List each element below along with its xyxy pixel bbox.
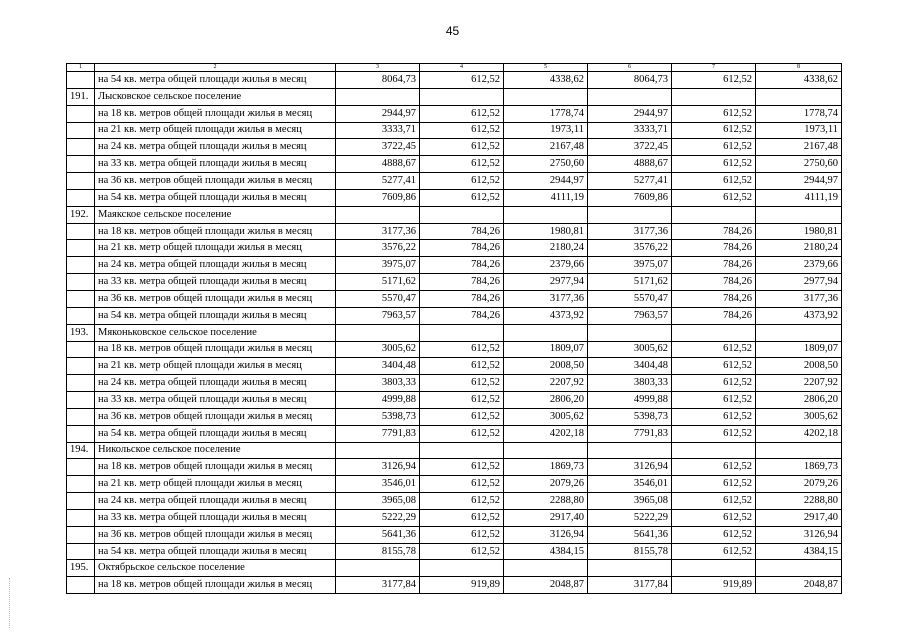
value-cell: 2288,80 — [504, 493, 588, 510]
value-cell: 612,52 — [420, 476, 504, 493]
description-cell: Маякское сельское поселение — [95, 206, 336, 223]
description-cell: на 54 кв. метра общей площади жилья в месяц — [95, 425, 336, 442]
value-cell: 2750,60 — [756, 156, 842, 173]
value-cell — [504, 560, 588, 577]
value-cell: 612,52 — [672, 543, 756, 560]
value-cell: 2180,24 — [504, 240, 588, 257]
value-cell: 3126,94 — [504, 526, 588, 543]
description-cell: на 54 кв. метра общей площади жилья в месяц — [95, 543, 336, 560]
value-cell: 7609,86 — [588, 189, 672, 206]
settlement-row — [67, 560, 842, 577]
value-cell: 612,52 — [420, 139, 504, 156]
value-cell: 2379,66 — [504, 257, 588, 274]
value-cell: 5398,73 — [336, 408, 420, 425]
value-cell: 4384,15 — [756, 543, 842, 560]
table-row — [67, 307, 842, 324]
row-number-cell — [67, 543, 95, 560]
description-cell: на 33 кв. метра общей площади жилья в месяц — [95, 156, 336, 173]
value-cell: 2207,92 — [504, 375, 588, 392]
settlement-row — [67, 88, 842, 105]
table-row — [67, 72, 842, 89]
row-number-cell — [67, 307, 95, 324]
value-cell — [420, 560, 504, 577]
value-cell: 3005,62 — [504, 408, 588, 425]
value-cell: 5641,36 — [588, 526, 672, 543]
description-cell: на 24 кв. метра общей площади жилья в месяц — [95, 493, 336, 510]
value-cell: 3177,36 — [504, 290, 588, 307]
value-cell: 784,26 — [420, 290, 504, 307]
table-row — [67, 156, 842, 173]
table-row — [67, 493, 842, 510]
table-row — [67, 392, 842, 409]
description-cell: Октябрьское сельское поселение — [95, 560, 336, 577]
column-number-cell: 4 — [420, 64, 504, 72]
value-cell — [756, 206, 842, 223]
table-row — [67, 375, 842, 392]
value-cell — [420, 442, 504, 459]
value-cell — [336, 206, 420, 223]
value-cell: 3546,01 — [336, 476, 420, 493]
row-number-cell — [67, 375, 95, 392]
value-cell: 4338,62 — [756, 72, 842, 89]
value-cell: 3333,71 — [588, 122, 672, 139]
table-row — [67, 543, 842, 560]
description-cell: на 33 кв. метра общей площади жилья в месяц — [95, 392, 336, 409]
value-cell: 612,52 — [672, 156, 756, 173]
value-cell: 1869,73 — [756, 459, 842, 476]
description-cell: на 36 кв. метров общей площади жилья в месяц — [95, 290, 336, 307]
row-number-cell — [67, 173, 95, 190]
value-cell: 2167,48 — [756, 139, 842, 156]
row-number-cell — [67, 156, 95, 173]
value-cell: 1809,07 — [504, 341, 588, 358]
description-cell: на 54 кв. метра общей площади жилья в месяц — [95, 72, 336, 89]
value-cell: 1778,74 — [504, 105, 588, 122]
value-cell: 5570,47 — [336, 290, 420, 307]
value-cell: 612,52 — [672, 189, 756, 206]
value-cell — [756, 442, 842, 459]
description-cell: Лысковское сельское поселение — [95, 88, 336, 105]
value-cell: 3576,22 — [588, 240, 672, 257]
value-cell: 3546,01 — [588, 476, 672, 493]
description-cell: на 18 кв. метров общей площади жилья в месяц — [95, 341, 336, 358]
column-number-cell: 3 — [336, 64, 420, 72]
value-cell — [504, 324, 588, 341]
description-cell: на 18 кв. метров общей площади жилья в месяц — [95, 577, 336, 594]
value-cell — [336, 324, 420, 341]
table-row — [67, 173, 842, 190]
value-cell: 1973,11 — [756, 122, 842, 139]
value-cell: 612,52 — [672, 392, 756, 409]
value-cell — [504, 206, 588, 223]
value-cell: 7963,57 — [336, 307, 420, 324]
value-cell — [504, 442, 588, 459]
value-cell: 3005,62 — [588, 341, 672, 358]
row-number-cell — [67, 459, 95, 476]
value-cell — [756, 324, 842, 341]
value-cell: 3005,62 — [756, 408, 842, 425]
table-row — [67, 223, 842, 240]
value-cell: 612,52 — [672, 173, 756, 190]
value-cell — [672, 206, 756, 223]
value-cell: 612,52 — [420, 375, 504, 392]
value-cell: 612,52 — [672, 509, 756, 526]
description-cell: на 24 кв. метра общей площади жилья в месяц — [95, 375, 336, 392]
value-cell: 612,52 — [420, 493, 504, 510]
value-cell: 612,52 — [672, 358, 756, 375]
value-cell: 4111,19 — [504, 189, 588, 206]
value-cell: 612,52 — [672, 105, 756, 122]
settlement-row — [67, 442, 842, 459]
value-cell — [672, 442, 756, 459]
value-cell: 8064,73 — [336, 72, 420, 89]
value-cell: 612,52 — [672, 493, 756, 510]
table-row — [67, 139, 842, 156]
value-cell: 1809,07 — [756, 341, 842, 358]
row-number-cell — [67, 290, 95, 307]
table-row — [67, 105, 842, 122]
table-row — [67, 290, 842, 307]
description-cell: Никольское сельское поселение — [95, 442, 336, 459]
value-cell: 3965,08 — [588, 493, 672, 510]
value-cell: 2750,60 — [504, 156, 588, 173]
description-cell: на 36 кв. метров общей площади жилья в месяц — [95, 173, 336, 190]
value-cell: 8155,78 — [336, 543, 420, 560]
column-number-cell: 5 — [504, 64, 588, 72]
value-cell: 5222,29 — [336, 509, 420, 526]
description-cell: на 18 кв. метров общей площади жилья в месяц — [95, 105, 336, 122]
value-cell: 3126,94 — [756, 526, 842, 543]
value-cell: 2048,87 — [504, 577, 588, 594]
value-cell: 784,26 — [420, 223, 504, 240]
value-cell: 919,89 — [672, 577, 756, 594]
row-number-cell — [67, 341, 95, 358]
value-cell: 612,52 — [420, 425, 504, 442]
value-cell: 4373,92 — [756, 307, 842, 324]
value-cell: 3177,84 — [336, 577, 420, 594]
row-number-cell: 194. — [67, 442, 95, 459]
value-cell: 612,52 — [672, 122, 756, 139]
value-cell: 3404,48 — [336, 358, 420, 375]
column-number-row — [67, 64, 842, 72]
value-cell: 1980,81 — [504, 223, 588, 240]
value-cell: 2917,40 — [756, 509, 842, 526]
value-cell — [420, 206, 504, 223]
value-cell: 612,52 — [672, 375, 756, 392]
row-number-cell — [67, 139, 95, 156]
value-cell: 1980,81 — [756, 223, 842, 240]
value-cell: 612,52 — [672, 341, 756, 358]
value-cell: 4202,18 — [504, 425, 588, 442]
row-number-cell — [67, 358, 95, 375]
value-cell: 8064,73 — [588, 72, 672, 89]
description-cell: на 54 кв. метра общей площади жилья в месяц — [95, 189, 336, 206]
table-row — [67, 476, 842, 493]
value-cell: 919,89 — [420, 577, 504, 594]
row-number-cell: 193. — [67, 324, 95, 341]
value-cell: 3722,45 — [336, 139, 420, 156]
table-row — [67, 122, 842, 139]
row-number-cell — [67, 72, 95, 89]
margin-marks — [9, 578, 11, 628]
table-row — [67, 577, 842, 594]
value-cell: 5641,36 — [336, 526, 420, 543]
value-cell — [420, 88, 504, 105]
value-cell: 5570,47 — [588, 290, 672, 307]
value-cell: 612,52 — [672, 425, 756, 442]
row-number-cell — [67, 526, 95, 543]
value-cell — [588, 560, 672, 577]
table-row — [67, 425, 842, 442]
row-number-cell: 195. — [67, 560, 95, 577]
value-cell: 612,52 — [420, 173, 504, 190]
value-cell — [672, 324, 756, 341]
value-cell: 3803,33 — [588, 375, 672, 392]
value-cell: 612,52 — [420, 358, 504, 375]
description-cell: на 21 кв. метр общей площади жилья в месяц — [95, 358, 336, 375]
description-cell: на 21 кв. метр общей площади жилья в месяц — [95, 122, 336, 139]
value-cell: 3177,84 — [588, 577, 672, 594]
value-cell: 3975,07 — [336, 257, 420, 274]
value-cell: 5277,41 — [336, 173, 420, 190]
value-cell: 612,52 — [420, 526, 504, 543]
value-cell: 2806,20 — [756, 392, 842, 409]
description-cell: на 21 кв. метр общей площади жилья в месяц — [95, 476, 336, 493]
value-cell: 612,52 — [420, 341, 504, 358]
value-cell: 612,52 — [420, 543, 504, 560]
row-number-cell — [67, 189, 95, 206]
table-row — [67, 526, 842, 543]
value-cell: 2977,94 — [504, 274, 588, 291]
value-cell: 784,26 — [672, 274, 756, 291]
value-cell — [588, 206, 672, 223]
value-cell: 784,26 — [420, 274, 504, 291]
value-cell: 4888,67 — [336, 156, 420, 173]
description-cell: на 24 кв. метра общей площади жилья в месяц — [95, 139, 336, 156]
value-cell: 3576,22 — [336, 240, 420, 257]
value-cell — [756, 88, 842, 105]
value-cell: 3404,48 — [588, 358, 672, 375]
value-cell: 612,52 — [672, 139, 756, 156]
value-cell — [588, 442, 672, 459]
value-cell: 7791,83 — [336, 425, 420, 442]
value-cell: 3005,62 — [336, 341, 420, 358]
value-cell — [420, 324, 504, 341]
value-cell: 3126,94 — [336, 459, 420, 476]
value-cell: 784,26 — [420, 257, 504, 274]
value-cell: 2806,20 — [504, 392, 588, 409]
column-number-cell: 8 — [756, 64, 842, 72]
value-cell: 2079,26 — [756, 476, 842, 493]
value-cell: 4888,67 — [588, 156, 672, 173]
value-cell: 784,26 — [420, 240, 504, 257]
value-cell: 784,26 — [672, 307, 756, 324]
value-cell — [672, 88, 756, 105]
row-number-cell — [67, 274, 95, 291]
value-cell: 3975,07 — [588, 257, 672, 274]
row-number-cell — [67, 223, 95, 240]
value-cell — [672, 560, 756, 577]
column-number-cell: 1 — [67, 64, 95, 72]
value-cell: 784,26 — [672, 223, 756, 240]
row-number-cell — [67, 425, 95, 442]
description-cell: на 36 кв. метров общей площади жилья в месяц — [95, 408, 336, 425]
value-cell: 784,26 — [672, 290, 756, 307]
value-cell: 1973,11 — [504, 122, 588, 139]
value-cell: 2079,26 — [504, 476, 588, 493]
row-number-cell — [67, 105, 95, 122]
value-cell: 2944,97 — [588, 105, 672, 122]
value-cell: 612,52 — [420, 408, 504, 425]
tariff-table — [66, 63, 842, 594]
value-cell: 3126,94 — [588, 459, 672, 476]
value-cell: 2048,87 — [756, 577, 842, 594]
row-number-cell — [67, 493, 95, 510]
value-cell: 4999,88 — [588, 392, 672, 409]
value-cell: 3177,36 — [336, 223, 420, 240]
description-cell: на 33 кв. метра общей площади жилья в месяц — [95, 274, 336, 291]
value-cell: 612,52 — [672, 72, 756, 89]
value-cell: 5222,29 — [588, 509, 672, 526]
value-cell: 4999,88 — [336, 392, 420, 409]
row-number-cell — [67, 240, 95, 257]
description-cell: на 54 кв. метра общей площади жилья в месяц — [95, 307, 336, 324]
value-cell: 612,52 — [420, 156, 504, 173]
table-row — [67, 257, 842, 274]
value-cell: 1869,73 — [504, 459, 588, 476]
row-number-cell — [67, 408, 95, 425]
value-cell: 2008,50 — [756, 358, 842, 375]
column-number-cell: 6 — [588, 64, 672, 72]
value-cell: 2379,66 — [756, 257, 842, 274]
value-cell: 612,52 — [672, 459, 756, 476]
column-number-cell: 7 — [672, 64, 756, 72]
description-cell: Мяконьковское сельское поселение — [95, 324, 336, 341]
row-number-cell: 192. — [67, 206, 95, 223]
value-cell: 8155,78 — [588, 543, 672, 560]
value-cell: 784,26 — [420, 307, 504, 324]
value-cell: 3177,36 — [588, 223, 672, 240]
row-number-cell — [67, 122, 95, 139]
row-number-cell — [67, 509, 95, 526]
value-cell: 3722,45 — [588, 139, 672, 156]
description-cell: на 21 кв. метр общей площади жилья в месяц — [95, 240, 336, 257]
value-cell: 5398,73 — [588, 408, 672, 425]
value-cell: 3803,33 — [336, 375, 420, 392]
value-cell: 2917,40 — [504, 509, 588, 526]
value-cell: 3965,08 — [336, 493, 420, 510]
value-cell: 612,52 — [420, 392, 504, 409]
value-cell: 612,52 — [420, 105, 504, 122]
value-cell: 5277,41 — [588, 173, 672, 190]
value-cell: 784,26 — [672, 240, 756, 257]
value-cell — [336, 560, 420, 577]
description-cell: на 18 кв. метров общей площади жилья в месяц — [95, 223, 336, 240]
value-cell — [756, 560, 842, 577]
settlement-row — [67, 206, 842, 223]
table-row — [67, 509, 842, 526]
value-cell: 2944,97 — [504, 173, 588, 190]
value-cell: 2008,50 — [504, 358, 588, 375]
table-row — [67, 341, 842, 358]
row-number-cell — [67, 476, 95, 493]
value-cell: 2288,80 — [756, 493, 842, 510]
table-row — [67, 459, 842, 476]
value-cell: 2207,92 — [756, 375, 842, 392]
table-row — [67, 358, 842, 375]
table-row — [67, 274, 842, 291]
value-cell: 7791,83 — [588, 425, 672, 442]
value-cell: 4373,92 — [504, 307, 588, 324]
value-cell: 1778,74 — [756, 105, 842, 122]
value-cell: 5171,62 — [336, 274, 420, 291]
table-row — [67, 408, 842, 425]
value-cell: 612,52 — [672, 526, 756, 543]
value-cell: 2977,94 — [756, 274, 842, 291]
value-cell: 2180,24 — [756, 240, 842, 257]
row-number-cell: 191. — [67, 88, 95, 105]
value-cell: 612,52 — [420, 459, 504, 476]
value-cell: 5171,62 — [588, 274, 672, 291]
column-number-cell: 2 — [95, 64, 336, 72]
value-cell: 7963,57 — [588, 307, 672, 324]
value-cell: 2944,97 — [756, 173, 842, 190]
value-cell — [588, 324, 672, 341]
description-cell: на 36 кв. метров общей площади жилья в месяц — [95, 526, 336, 543]
value-cell: 612,52 — [672, 408, 756, 425]
page-number: 45 — [445, 24, 460, 38]
row-number-cell — [67, 257, 95, 274]
value-cell: 612,52 — [672, 476, 756, 493]
table-row — [67, 240, 842, 257]
value-cell: 4111,19 — [756, 189, 842, 206]
value-cell: 2167,48 — [504, 139, 588, 156]
value-cell: 3177,36 — [756, 290, 842, 307]
value-cell: 612,52 — [420, 122, 504, 139]
table-row — [67, 189, 842, 206]
settlement-row — [67, 324, 842, 341]
description-cell: на 33 кв. метра общей площади жилья в месяц — [95, 509, 336, 526]
value-cell: 7609,86 — [336, 189, 420, 206]
value-cell: 4384,15 — [504, 543, 588, 560]
value-cell — [588, 88, 672, 105]
value-cell: 784,26 — [672, 257, 756, 274]
value-cell: 612,52 — [420, 189, 504, 206]
value-cell: 612,52 — [420, 509, 504, 526]
value-cell: 4202,18 — [756, 425, 842, 442]
description-cell: на 18 кв. метров общей площади жилья в месяц — [95, 459, 336, 476]
row-number-cell — [67, 392, 95, 409]
value-cell — [504, 88, 588, 105]
value-cell: 3333,71 — [336, 122, 420, 139]
row-number-cell — [67, 577, 95, 594]
value-cell: 2944,97 — [336, 105, 420, 122]
value-cell — [336, 88, 420, 105]
value-cell: 612,52 — [420, 72, 504, 89]
description-cell: на 24 кв. метра общей площади жилья в месяц — [95, 257, 336, 274]
value-cell — [336, 442, 420, 459]
value-cell: 4338,62 — [504, 72, 588, 89]
